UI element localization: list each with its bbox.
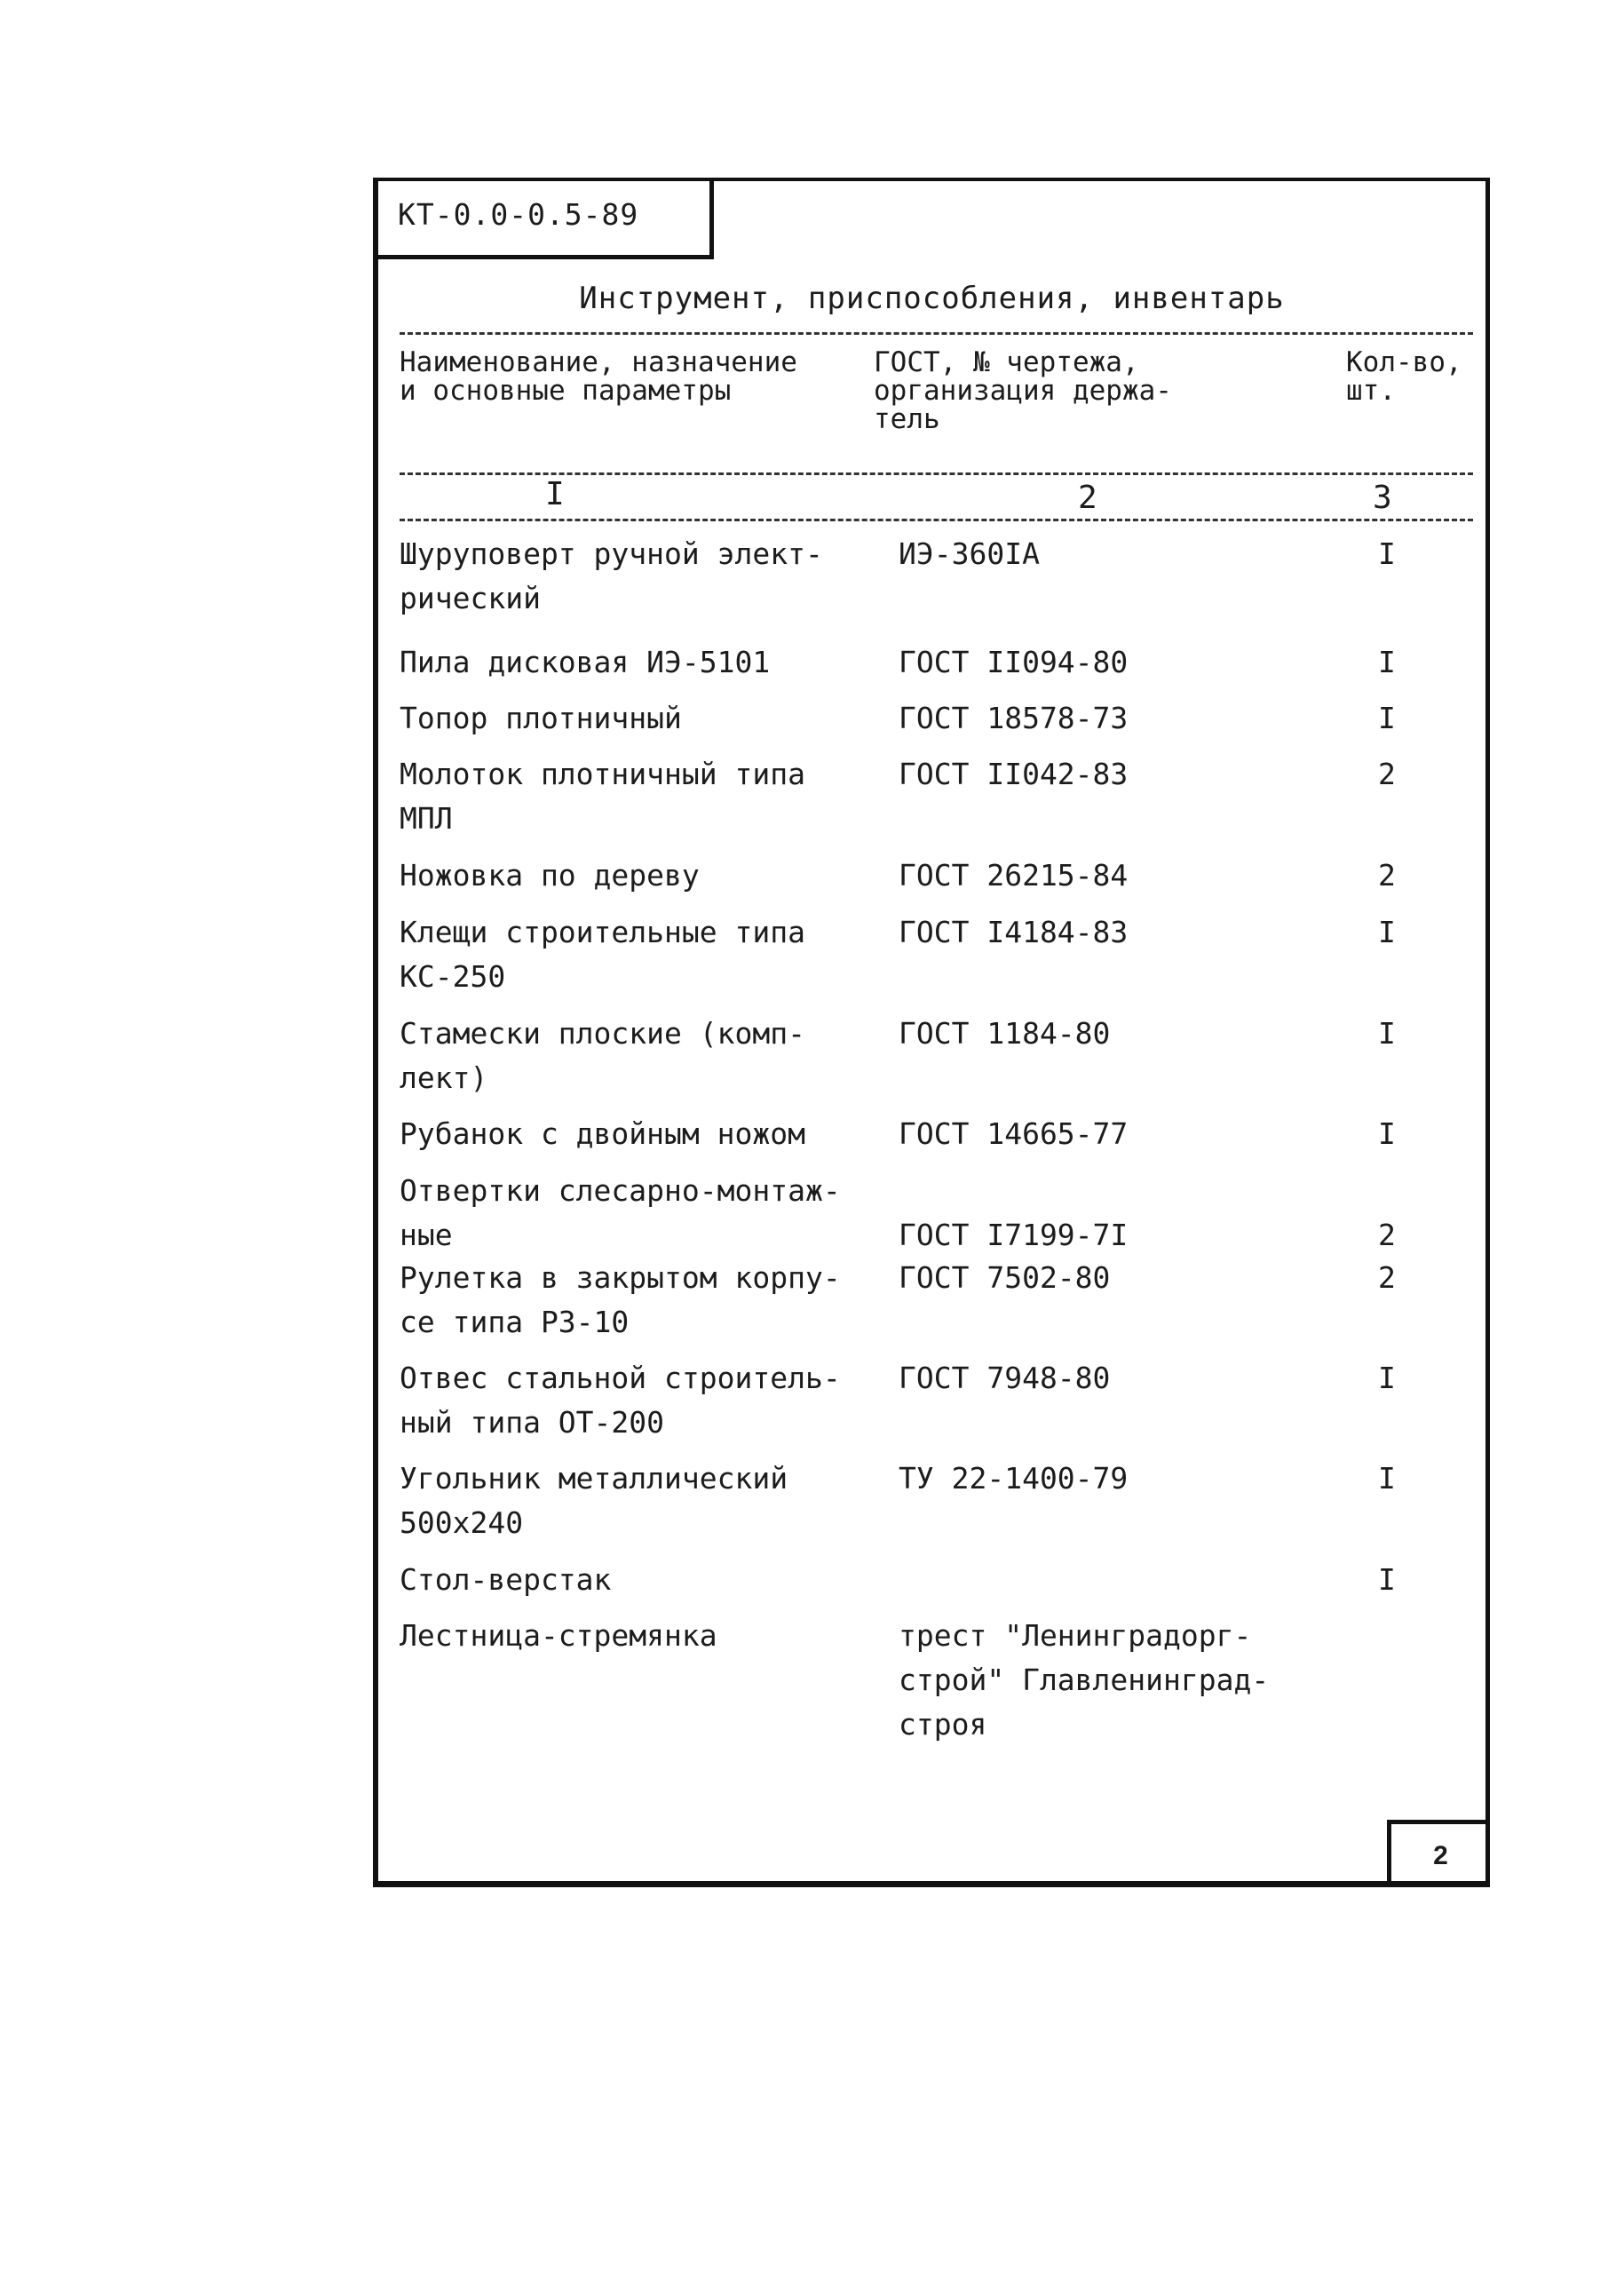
item-standard: ИЭ-360IА xyxy=(899,536,1040,571)
item-quantity: 2 xyxy=(1378,1260,1396,1295)
column-number-2: 2 xyxy=(1078,480,1097,516)
item-standard: ГОСТ 14665-77 xyxy=(899,1116,1129,1151)
item-name: Рулетка в закрытом корпу- се типа РЗ-10 xyxy=(400,1260,841,1339)
item-name: Рубанок с двойным ножом xyxy=(400,1116,805,1151)
item-standard: трест "Ленинградорг- строй" Главленинград- строя xyxy=(899,1618,1270,1742)
item-standard: ГОСТ II042-83 xyxy=(899,757,1129,791)
item-name: Угольник металлический 500х240 xyxy=(400,1461,788,1540)
item-name: Лестница-стремянка xyxy=(400,1618,717,1653)
page-number: 2 xyxy=(1433,1840,1448,1870)
header-rule-bottom xyxy=(400,519,1473,521)
item-name: Пила дисковая ИЭ-5101 xyxy=(400,645,771,679)
item-standard: ГОСТ 7948-80 xyxy=(899,1361,1111,1395)
item-quantity: 2 xyxy=(1378,757,1396,791)
item-standard: ГОСТ I4184-83 xyxy=(899,915,1129,949)
item-name: Отвес стальной строитель- ный типа ОТ-200 xyxy=(400,1361,841,1440)
item-quantity: I xyxy=(1378,701,1396,735)
column-number-3: 3 xyxy=(1373,480,1392,516)
item-standard: ГОСТ I7199-7I xyxy=(899,1218,1129,1252)
header-rule-middle xyxy=(400,472,1473,475)
item-quantity: I xyxy=(1378,645,1396,679)
item-quantity: I xyxy=(1378,1562,1396,1597)
item-quantity: I xyxy=(1378,1461,1396,1496)
item-name: Стол-верстак xyxy=(400,1562,612,1597)
item-standard: ТУ 22-1400-79 xyxy=(899,1461,1129,1496)
item-quantity: I xyxy=(1378,915,1396,949)
header-rule-top xyxy=(400,332,1473,335)
item-name: Ножовка по дереву xyxy=(400,858,700,893)
header-standard: ГОСТ, № чертежа, организация держа- тель xyxy=(874,346,1172,435)
item-standard: ГОСТ 26215-84 xyxy=(899,858,1129,893)
header-quantity: Кол-во, шт. xyxy=(1346,346,1462,407)
item-standard: ГОСТ II094-80 xyxy=(899,645,1129,679)
item-quantity: 2 xyxy=(1378,1218,1396,1252)
item-standard: ГОСТ 1184-80 xyxy=(899,1016,1111,1051)
item-name: Отвертки слесарно-монтаж- ные xyxy=(400,1173,841,1252)
item-quantity: 2 xyxy=(1378,858,1396,893)
item-quantity: I xyxy=(1378,1361,1396,1395)
item-name: Клещи строительные типа КС-250 xyxy=(400,915,805,994)
section-title: Инструмент, приспособления, инвентарь xyxy=(579,281,1285,316)
item-quantity: I xyxy=(1378,1016,1396,1051)
item-name: Шуруповерт ручной элект- рический xyxy=(400,536,823,615)
item-quantity: I xyxy=(1378,536,1396,571)
document-code-box xyxy=(378,181,714,259)
item-name: Стамески плоские (комп- лект) xyxy=(400,1016,805,1095)
column-number-1: I xyxy=(545,476,565,512)
drawing-frame xyxy=(373,178,1490,1887)
item-name: Топор плотничный xyxy=(400,701,682,735)
header-name: Наименование, назначение и основные параметры xyxy=(400,346,797,407)
item-quantity: I xyxy=(1378,1116,1396,1151)
item-name: Молоток плотничный типа МПЛ xyxy=(400,757,805,836)
item-standard: ГОСТ 7502-80 xyxy=(899,1260,1111,1295)
item-standard: ГОСТ 18578-73 xyxy=(899,701,1129,735)
page-number-box xyxy=(1387,1820,1490,1887)
document-code: КТ-0.0-0.5-89 xyxy=(398,197,639,232)
